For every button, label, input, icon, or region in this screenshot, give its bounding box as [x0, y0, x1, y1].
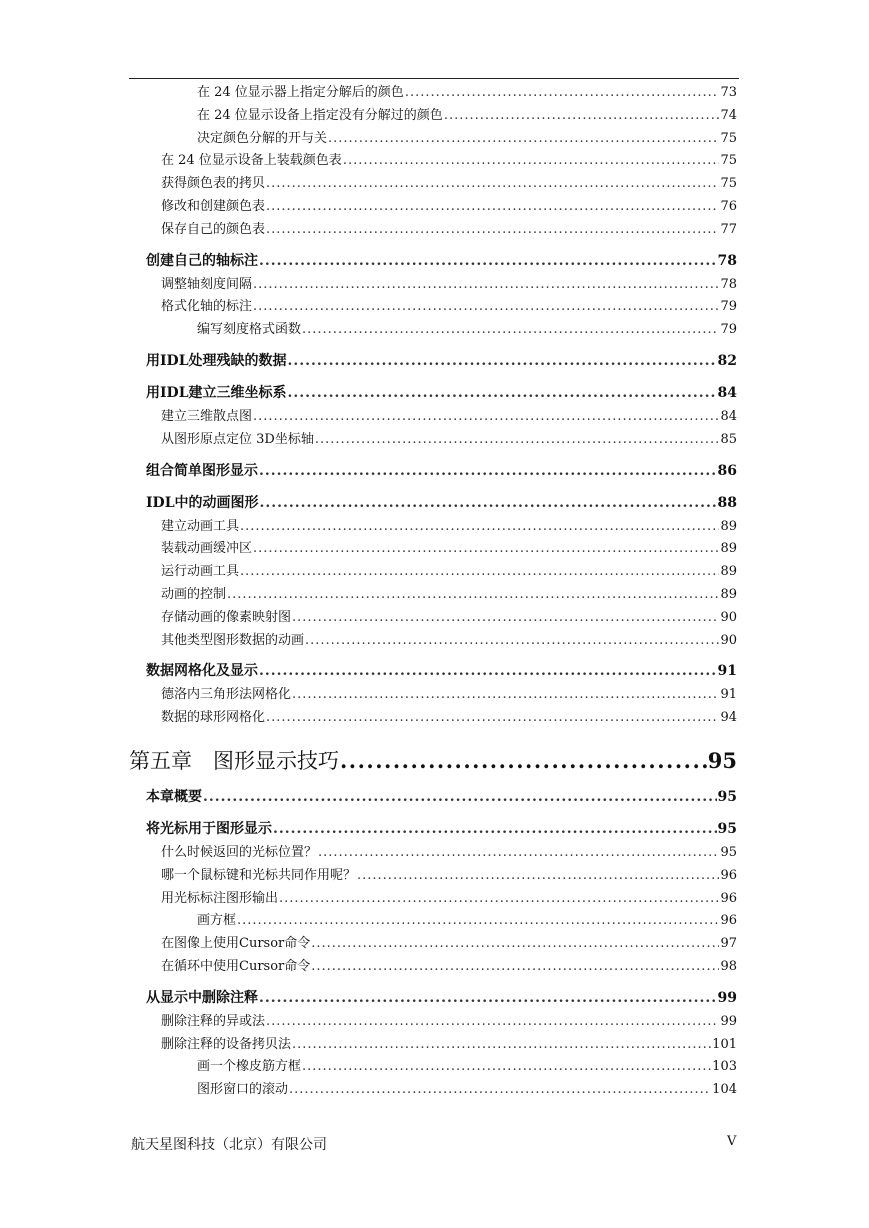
toc-page-number: 79: [720, 299, 737, 315]
toc-entry-title: 数据网格化及显示: [146, 663, 258, 680]
toc-entry-title: 图形窗口的滚动: [197, 1082, 289, 1098]
dot-leader: [266, 219, 719, 242]
dot-leader: [273, 817, 717, 842]
dot-leader: [292, 1034, 711, 1057]
chapter-number: 第五章: [129, 748, 192, 773]
toc-entry-title: 在循环中使用Cursor命令: [161, 958, 311, 974]
toc-entry-title: 格式化轴的标注: [161, 299, 253, 315]
toc-entry[interactable]: [129, 842, 737, 865]
dot-leader: [318, 842, 719, 865]
toc-page-number: 75: [720, 153, 737, 169]
toc-page-number: 85: [720, 431, 737, 447]
dot-leader: [302, 319, 719, 342]
dot-leader: [240, 516, 719, 539]
toc-entry[interactable]: [129, 219, 737, 242]
toc-entry-title: 保存自己的颜色表: [161, 221, 266, 237]
toc-entry-title: 什么时候返回的光标位置？: [161, 844, 318, 860]
toc-entry-title: 决定颜色分解的开与关: [197, 130, 328, 146]
toc-entry[interactable]: [129, 274, 737, 297]
toc-page-number: 90: [720, 609, 737, 625]
dot-leader: [266, 173, 719, 196]
dot-leader: [253, 406, 719, 429]
toc-entry[interactable]: [129, 1079, 737, 1102]
toc-entry-title: 哪一个鼠标键和光标共同作用呢？: [161, 867, 357, 883]
toc-entry-title: 用IDL建立三维坐标系: [146, 384, 287, 401]
dot-leader: [260, 491, 717, 516]
toc-page-number: 96: [720, 913, 737, 929]
dot-leader: [240, 561, 719, 584]
dot-leader: [343, 150, 720, 173]
toc-page-number: 84: [720, 408, 737, 424]
toc-entry[interactable]: [129, 249, 737, 274]
toc-entry-title: 用IDL处理残缺的数据: [146, 352, 287, 369]
toc-entry-title: 运行动画工具: [161, 564, 240, 580]
toc-entry[interactable]: [129, 910, 737, 933]
dot-leader: [289, 1079, 711, 1102]
toc-page-number: 95: [720, 844, 737, 860]
toc-entry[interactable]: [129, 785, 737, 810]
toc-page-number: 79: [720, 322, 737, 338]
toc-page-number: 98: [720, 958, 737, 974]
dot-leader: [259, 659, 717, 684]
toc-entry[interactable]: [129, 429, 737, 452]
toc-page-number: 89: [720, 518, 737, 534]
toc-entry-title: 画一个橡皮筋方框: [197, 1059, 302, 1075]
toc-entry[interactable]: [129, 459, 737, 484]
toc-entry-title: 德洛内三角形法网格化: [161, 687, 292, 703]
toc-page-number: 103: [712, 1059, 737, 1075]
toc-page-number: 76: [720, 198, 737, 214]
dot-leader: [266, 196, 719, 219]
dot-leader: [237, 910, 719, 933]
toc-page-number: 78: [717, 252, 737, 269]
toc-entry-title: 从显示中删除注释: [146, 989, 258, 1006]
toc-page-number: 95: [717, 788, 737, 805]
toc-page-number: 89: [720, 586, 737, 602]
toc-entry-title: 在 24 位显示设备上装载颜色表: [161, 153, 342, 169]
toc-page-number: 96: [720, 890, 737, 906]
toc-entry[interactable]: [129, 630, 737, 653]
toc-entry-title: 调整轴刻度间隔: [161, 276, 253, 292]
toc-chapter-heading: [129, 744, 339, 778]
dot-leader: [315, 429, 720, 452]
toc-page-number: 75: [720, 176, 737, 192]
toc-entry-title: 创建自己的轴标注: [146, 252, 258, 269]
dot-leader: [340, 744, 707, 778]
toc-page-number: 82: [717, 352, 737, 369]
dot-leader: [292, 607, 719, 630]
header-rule: [129, 78, 739, 79]
toc-entry[interactable]: [129, 173, 737, 196]
toc-entry[interactable]: [129, 319, 737, 342]
toc-entry-title: 将光标用于图形显示: [146, 820, 272, 837]
toc-page-number: 74: [720, 107, 737, 123]
toc-entry[interactable]: [129, 150, 737, 173]
toc-entry[interactable]: [129, 865, 737, 888]
dot-leader: [357, 865, 719, 888]
toc-page-number: 99: [717, 989, 737, 1006]
toc-page-number: 84: [717, 384, 737, 401]
toc-page-number: 91: [717, 663, 737, 680]
toc-entry-title: 装载动画缓冲区: [161, 541, 253, 557]
dot-leader: [311, 933, 719, 956]
toc-entry-title: 从图形原点定位 3D坐标轴: [161, 431, 314, 447]
toc-entry[interactable]: [129, 491, 737, 516]
dot-leader: [292, 684, 719, 707]
toc-page-number: 97: [720, 936, 737, 952]
dot-leader: [279, 888, 719, 911]
toc-entry-title: 修改和创建颜色表: [161, 198, 266, 214]
toc-entry-title: 在 24 位显示设备上指定没有分解过的颜色: [197, 107, 443, 123]
dot-leader: [288, 381, 717, 406]
table-of-contents: [129, 82, 737, 1102]
toc-entry-title: 数据的球形网格化: [161, 710, 266, 726]
dot-leader: [266, 1011, 719, 1034]
toc-entry[interactable]: [129, 1034, 737, 1057]
toc-page-number: 104: [712, 1082, 737, 1098]
toc-entry[interactable]: [129, 986, 737, 1011]
toc-entry[interactable]: [129, 381, 737, 406]
toc-page-number: 101: [712, 1036, 737, 1052]
toc-entry-title: 画方框: [197, 913, 237, 929]
toc-page-number: 77: [720, 221, 737, 237]
dot-leader: [259, 459, 717, 484]
toc-page-number: 89: [720, 541, 737, 557]
toc-entry[interactable]: [129, 1011, 737, 1034]
toc-entry[interactable]: [129, 128, 737, 151]
toc-page-number: 94: [720, 710, 737, 726]
toc-entry-title: 存储动画的像素映射图: [161, 609, 292, 625]
toc-entry[interactable]: [129, 516, 737, 539]
toc-entry-title: 在图像上使用Cursor命令: [161, 936, 311, 952]
toc-entry[interactable]: [129, 538, 737, 561]
dot-leader: [311, 956, 719, 979]
toc-entry[interactable]: [129, 607, 737, 630]
toc-page-number: 88: [717, 494, 737, 511]
toc-entry-title: IDL中的动画图形: [146, 494, 259, 511]
toc-entry-title: 动画的控制: [161, 586, 227, 602]
toc-entry[interactable]: [129, 296, 737, 319]
toc-entry-title: 本章概要: [146, 788, 202, 805]
dot-leader: [203, 785, 717, 810]
toc-entry[interactable]: [129, 349, 737, 374]
toc-entry-title: 用光标标注图形输出: [161, 890, 279, 906]
toc-entry-title: 建立动画工具: [161, 518, 240, 534]
toc-entry[interactable]: [129, 659, 737, 684]
toc-page-number: 86: [717, 462, 737, 479]
toc-entry-title: 组合简单图形显示: [146, 462, 258, 479]
dot-leader: [266, 707, 719, 730]
toc-entry[interactable]: [129, 561, 737, 584]
dot-leader: [405, 82, 720, 105]
footer-page-number: V: [727, 1134, 737, 1149]
dot-leader: [259, 986, 717, 1011]
toc-entry-title: 在 24 位显示器上指定分解后的颜色: [197, 85, 404, 100]
toc-entry[interactable]: [129, 707, 737, 730]
dot-leader: [288, 349, 717, 374]
toc-entry-title: 删除注释的设备拷贝法: [161, 1036, 292, 1052]
toc-entry[interactable]: [129, 956, 737, 979]
toc-entry-title: 获得颜色表的拷贝: [161, 176, 266, 192]
toc-entry-title: 编写刻度格式函数: [197, 322, 302, 338]
toc-entry[interactable]: [129, 817, 737, 842]
dot-leader: [444, 105, 720, 128]
toc-page-number: 95: [707, 747, 737, 773]
dot-leader: [253, 296, 719, 319]
dot-leader: [253, 538, 719, 561]
toc-page-number: 95: [717, 820, 737, 837]
toc-entry[interactable]: [129, 82, 737, 105]
toc-page-number: 75: [720, 130, 737, 146]
toc-entry-title: 建立三维散点图: [161, 408, 253, 424]
toc-entry[interactable]: [129, 196, 737, 219]
toc-page-number: 90: [720, 632, 737, 648]
toc-entry[interactable]: [129, 406, 737, 429]
toc-entry[interactable]: [129, 105, 737, 128]
toc-entry-title: 其他类型图形数据的动画: [161, 632, 305, 648]
dot-leader: [259, 249, 717, 274]
toc-page-number: 89: [720, 564, 737, 580]
toc-chapter-entry[interactable]: [129, 744, 737, 778]
chapter-title: 图形显示技巧: [213, 748, 339, 773]
toc-entry[interactable]: [129, 1056, 737, 1079]
toc-entry[interactable]: [129, 684, 737, 707]
toc-entry[interactable]: [129, 933, 737, 956]
footer-company: 航天星图科技（北京）有限公司: [131, 1137, 327, 1153]
toc-page-number: 73: [720, 85, 737, 100]
toc-page-number: 91: [720, 687, 737, 703]
dot-leader: [227, 584, 719, 607]
dot-leader: [302, 1056, 711, 1079]
toc-page-number: 99: [720, 1013, 737, 1029]
dot-leader: [328, 128, 719, 151]
toc-page-number: 78: [720, 276, 737, 292]
dot-leader: [305, 630, 719, 653]
toc-entry[interactable]: [129, 888, 737, 911]
toc-entry[interactable]: [129, 584, 737, 607]
toc-entry-title: 删除注释的异或法: [161, 1013, 266, 1029]
dot-leader: [253, 274, 719, 297]
toc-page-number: 96: [720, 867, 737, 883]
